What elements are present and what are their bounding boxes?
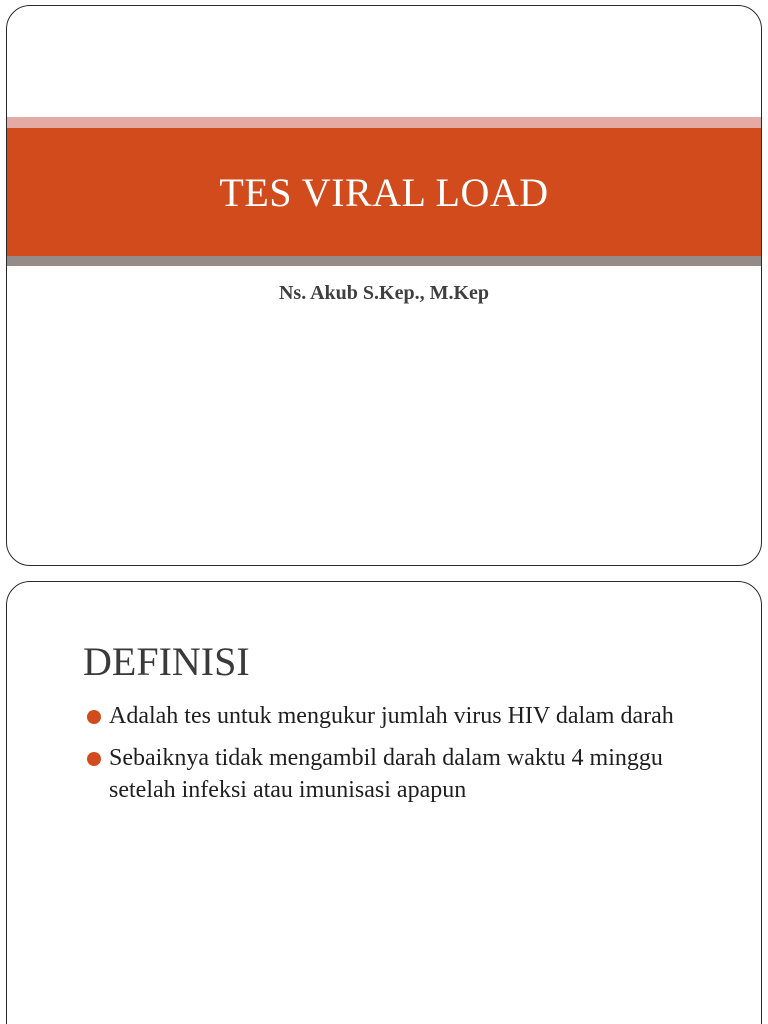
bullet-text: Sebaiknya tidak mengambil darah dalam waktu 4 minggu setelah infeksi atau imunisasi apapun (109, 745, 663, 803)
bullet-item (85, 700, 725, 732)
slide-title: TES VIRAL LOAD (219, 169, 549, 215)
bullet-text: Adalah tes untuk mengukur jumlah virus HIV dalam darah (109, 703, 674, 729)
slide-heading: DEFINISI (83, 639, 250, 684)
bullet-icon (87, 752, 101, 766)
bullet-icon (87, 710, 101, 724)
bullet-list (85, 700, 725, 816)
title-slide (6, 5, 762, 566)
bullet-item (85, 742, 725, 806)
title-band-shadow (7, 256, 761, 266)
slide-subtitle: Ns. Akub S.Kep., M.Kep (278, 282, 490, 304)
content-slide (6, 581, 762, 1024)
